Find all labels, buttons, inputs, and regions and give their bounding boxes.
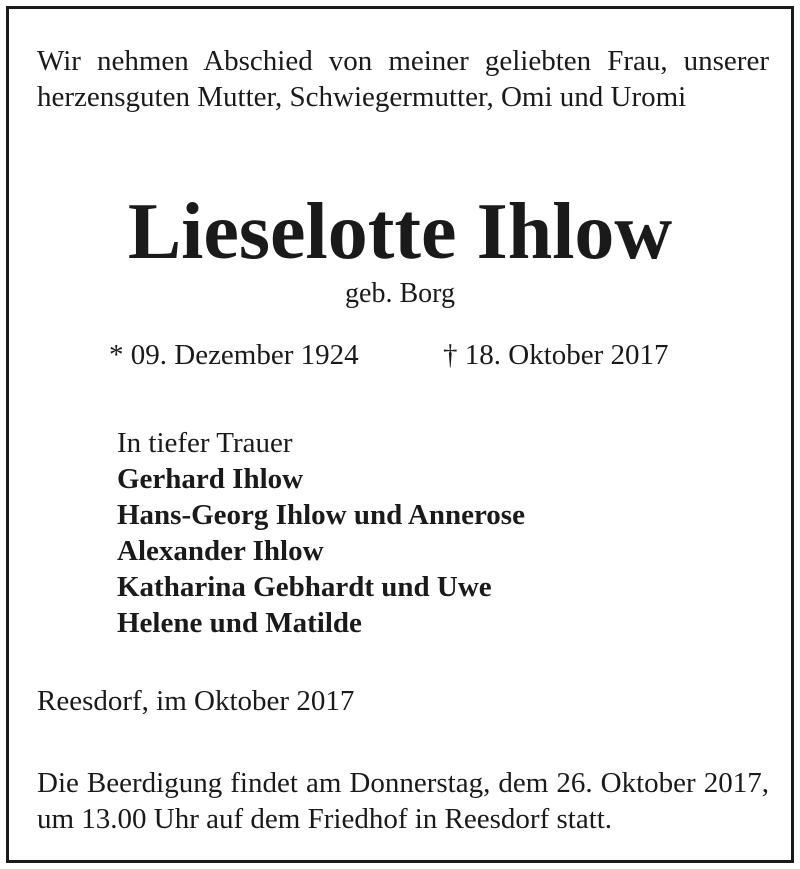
mourner-name: Hans-Georg Ihlow und Annerose — [117, 499, 525, 531]
mourner-name: Katharina Gebhardt und Uwe — [117, 571, 492, 603]
mourning-header: In tiefer Trauer — [117, 427, 293, 459]
place-and-date: Reesdorf, im Oktober 2017 — [37, 685, 355, 717]
mourner-name: Alexander Ihlow — [117, 535, 324, 567]
mourner-name: Helene und Matilde — [117, 607, 362, 639]
intro-text: Wir nehmen Abschied von meiner geliebten Frau, unserer herzensguten Mutter, Schwiegermutter, Omi und Uromi — [37, 45, 769, 113]
maiden-name: geb. Borg — [345, 278, 455, 309]
birth-date: * 09. Dezember 1924 — [109, 339, 359, 371]
deceased-name: Lieselotte Ihlow — [127, 188, 673, 276]
obituary-notice — [6, 6, 794, 863]
mourners-list — [117, 425, 525, 641]
death-date: † 18. Oktober 2017 — [443, 339, 669, 371]
funeral-info: Die Beerdigung findet am Donnerstag, dem 26. Oktober 2017, um 13.00 Uhr auf dem Friedhof in Reesdorf statt. — [37, 767, 769, 835]
mourner-name: Gerhard Ihlow — [117, 463, 304, 495]
